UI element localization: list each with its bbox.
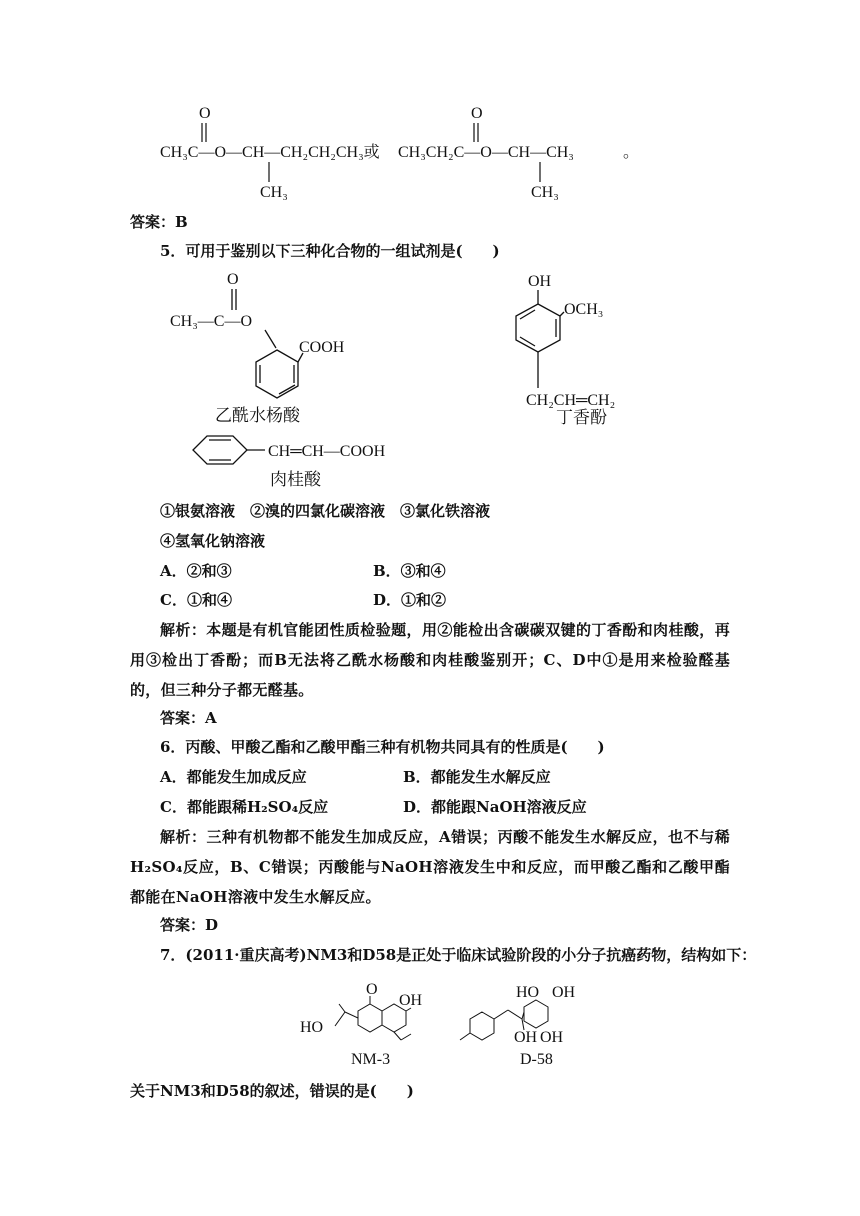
cooh-label: COOH [299,339,345,356]
ester-formula-right: CH₃CH₂C—O—CH—CH₃ [398,144,574,161]
nm3-label: NM-3 [351,1051,391,1068]
q6-option-a: A．都能发生加成反应 [160,768,307,786]
q5-reagents-line2: ④氢氧化钠溶液 [160,532,266,550]
d58-oh-bottom-left: OH [514,1029,538,1046]
nm3-o: O [366,982,378,998]
cinnamic-chain: CH═CH—COOH [268,443,386,460]
q6-answer: 答案：D [160,916,219,934]
q5-stem: 5．可用于鉴别以下三种化合物的一组试剂是( ) [160,242,500,260]
ester-carbonyl-o-right: O [471,105,483,122]
eugenol-chain: CH₂CH═CH₂ [526,392,616,409]
q6-option-c: C．都能跟稀H₂SO₄反应 [160,798,329,816]
q7-sub-question: 关于NM3和D58的叙述，错误的是( ) [130,1082,414,1100]
acetyl-o-top: O [227,271,239,288]
ester-methyl-left: CH₃ [260,184,288,201]
q4-answer: 答案：B [130,213,188,231]
cinnamic-acid-structure [185,428,445,493]
acetylsalicylic-acid-structure [165,268,385,433]
nm3-structure [295,982,425,1072]
d58-ho: HO [516,984,540,1001]
q5-option-d: D．①和② [373,591,447,609]
q5-option-c: C．①和④ [160,591,232,609]
eugenol-och3: OCH₃ [564,301,604,318]
d58-oh-bottom-right: OH [540,1029,564,1046]
q7-stem: 7．(2011·重庆高考)NM3和D58是正处于临床试验阶段的小分子抗癌药物，结构如下： [160,946,757,964]
q6-option-b: B．都能发生水解反应 [403,768,551,786]
eugenol-structure [500,268,670,433]
q5-analysis: 解析：本题是有机官能团性质检验题，用②能检出含碳碳双键的丁香酚和肉桂酸，再用③检出丁香酚；而B无法将乙酰水杨酸和肉桂酸鉴别开；C、D中①是用来检验醛基的，但三种分子都无醛基。 [130,621,730,699]
ester-formula-end: 。 [623,144,640,161]
ester-methyl-right: CH₃ [531,184,559,201]
q5-option-b: B．③和④ [373,562,446,580]
q6-stem: 6．丙酸、甲酸乙酯和乙酸甲酯三种有机物共同具有的性质是( ) [160,738,605,756]
q6-analysis: 解析：三种有机物都不能发生加成反应，A错误；丙酸不能发生水解反应，也不与稀H₂SO₄反应，B、C错误；丙酸能与NaOH溶液发生中和反应，而甲酸乙酯和乙酸甲酯都能在NaOH溶液中发生水解反应。 [130,828,730,906]
cinnamic-name: 肉桂酸 [270,470,321,490]
nm3-oh: OH [399,992,423,1009]
d58-label: D-58 [520,1051,553,1068]
q5-reagents-line1: ①银氨溶液 ②溴的四氯化碳溶液 ③氯化铁溶液 [160,502,491,520]
ester-carbonyl-o-left: O [199,105,211,122]
d58-structure [450,982,600,1072]
q5-option-a: A．②和③ [160,562,232,580]
acetyl-group: CH₃—C—O [170,313,253,330]
d58-oh-top: OH [552,984,576,1001]
ester-structure-formula [155,100,655,205]
nm3-ho: HO [300,1019,324,1036]
ester-formula-left: CH₃C—O—CH—CH₂CH₂CH₃或 [160,144,380,161]
q5-answer: 答案：A [160,709,217,727]
acetylsalicylic-name: 乙酰水杨酸 [215,406,300,426]
q6-option-d: D．都能跟NaOH溶液反应 [403,798,587,816]
eugenol-oh: OH [528,273,552,290]
eugenol-name: 丁香酚 [556,408,607,428]
